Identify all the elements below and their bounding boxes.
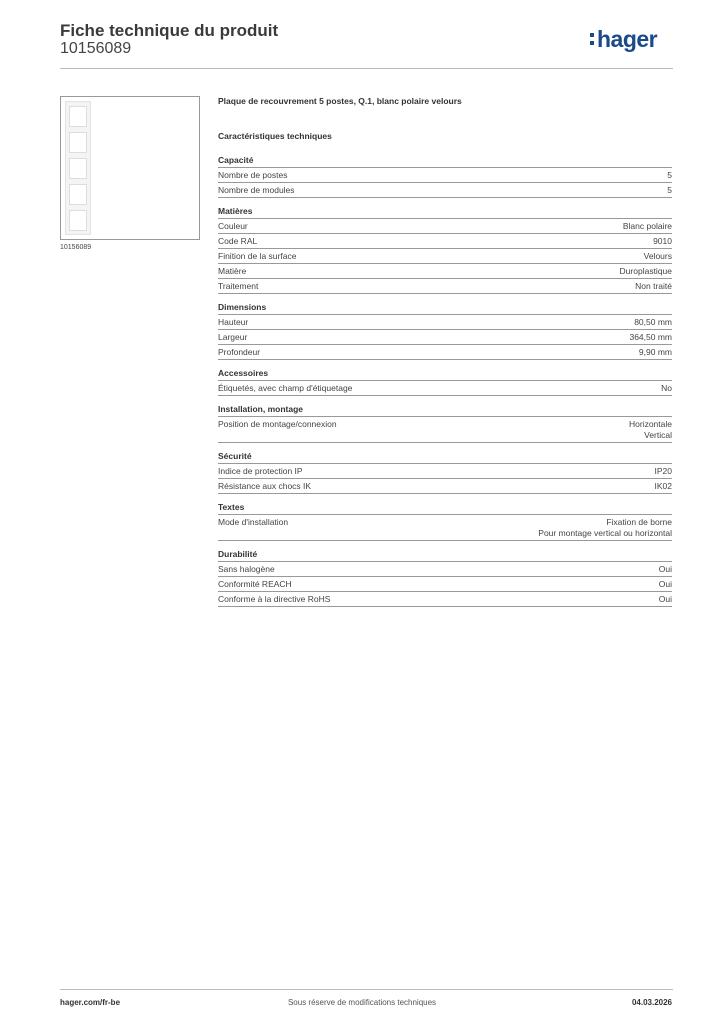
spec-label: Sans halogène xyxy=(218,564,275,574)
spec-label: Étiquetés, avec champ d'étiquetage xyxy=(218,383,353,393)
spec-value xyxy=(639,347,672,358)
image-caption: 10156089 xyxy=(60,244,92,251)
spec-label: Indice de protection IP xyxy=(218,466,303,476)
spec-value xyxy=(623,221,672,232)
spec-value-line: Blanc polaire xyxy=(622,221,672,231)
spec-group xyxy=(218,155,672,198)
spec-row xyxy=(218,577,672,592)
product-reference: 10156089 xyxy=(60,40,132,57)
spec-value-line: Velours xyxy=(643,251,672,261)
spec-value xyxy=(659,594,672,605)
spec-label: Couleur xyxy=(218,221,248,231)
spec-row xyxy=(218,464,672,479)
spec-row xyxy=(218,562,672,577)
spec-value xyxy=(644,251,672,262)
spec-value-line: 9,90 mm xyxy=(638,347,672,357)
specs-heading: Caractéristiques techniques xyxy=(218,131,332,141)
spec-row xyxy=(218,479,672,494)
spec-label: Position de montage/connexion xyxy=(218,419,337,429)
spec-value-line: No xyxy=(661,383,672,393)
spec-label: Nombre de postes xyxy=(218,170,288,180)
spec-group-title: Capacité xyxy=(218,155,672,168)
spec-value xyxy=(661,383,672,394)
footer-note: Sous réserve de modifications techniques xyxy=(287,998,437,1007)
spec-value-line: Non traité xyxy=(635,281,672,291)
spec-group xyxy=(218,451,672,494)
spec-group xyxy=(218,302,672,360)
spec-row xyxy=(218,234,672,249)
spec-value xyxy=(629,419,672,441)
spec-value-line: IP20 xyxy=(654,466,672,476)
spec-value-line: 5 xyxy=(667,170,672,180)
spec-value xyxy=(667,170,672,181)
spec-row xyxy=(218,315,672,330)
spec-group xyxy=(218,502,672,541)
spec-row xyxy=(218,279,672,294)
spec-group-title: Installation, montage xyxy=(218,404,672,417)
spec-row xyxy=(218,330,672,345)
spec-label: Conforme à la directive RoHS xyxy=(218,594,331,604)
spec-value-line: Oui xyxy=(658,564,672,574)
specs-table xyxy=(218,155,672,615)
spec-value xyxy=(655,466,673,477)
spec-label: Matière xyxy=(218,266,247,276)
product-title: Plaque de recouvrement 5 postes, Q.1, blanc polaire velours xyxy=(218,96,462,106)
spec-row xyxy=(218,345,672,360)
spec-label: Profondeur xyxy=(218,347,261,357)
spec-row xyxy=(218,515,672,541)
spec-value-line: Duroplastique xyxy=(619,266,672,276)
spec-label: Conformité REACH xyxy=(218,579,292,589)
spec-value xyxy=(538,517,672,539)
spec-value-line: 364,50 mm xyxy=(629,332,672,342)
spec-row xyxy=(218,417,672,443)
spec-value-line: 9010 xyxy=(653,236,672,246)
spec-label: Code RAL xyxy=(218,236,258,246)
spec-row xyxy=(218,264,672,279)
spec-label: Largeur xyxy=(218,332,248,342)
spec-label: Hauteur xyxy=(218,317,249,327)
spec-value xyxy=(659,579,672,590)
spec-label: Mode d'installation xyxy=(218,517,289,527)
spec-value xyxy=(629,332,672,343)
spec-row xyxy=(218,381,672,396)
spec-row xyxy=(218,219,672,234)
footer-date: 04.03.2026 xyxy=(631,998,672,1007)
spec-value xyxy=(620,266,672,277)
spec-value-line: 80,50 mm xyxy=(634,317,672,327)
spec-label: Nombre de modules xyxy=(218,185,295,195)
spec-value-line: Oui xyxy=(658,579,672,589)
spec-group xyxy=(218,206,672,294)
spec-value-line: Fixation de borne xyxy=(606,517,672,527)
spec-value xyxy=(667,185,672,196)
spec-label: Résistance aux chocs IK xyxy=(218,481,312,491)
footer-website-link[interactable]: hager.com/fr-be xyxy=(60,998,121,1007)
spec-group-title: Accessoires xyxy=(218,368,672,381)
page-title: Fiche technique du produit xyxy=(60,21,279,40)
footer-divider xyxy=(60,989,673,990)
product-image xyxy=(60,96,200,240)
spec-row xyxy=(218,249,672,264)
spec-group xyxy=(218,368,672,396)
spec-value xyxy=(635,281,672,292)
spec-value-line: Horizontale xyxy=(629,419,672,429)
spec-group xyxy=(218,404,672,443)
spec-value-line: IK02 xyxy=(654,481,672,491)
spec-value xyxy=(659,564,672,575)
spec-value xyxy=(653,236,672,247)
spec-group-title: Dimensions xyxy=(218,302,672,315)
spec-row xyxy=(218,592,672,607)
spec-value xyxy=(655,481,673,492)
spec-value-line: Pour montage vertical ou horizontal xyxy=(538,528,672,538)
spec-group-title: Matières xyxy=(218,206,672,219)
spec-value-line: Oui xyxy=(658,594,672,604)
spec-value-line: Vertical xyxy=(644,430,672,440)
logo-colon-mark xyxy=(590,33,595,49)
spec-row xyxy=(218,183,672,198)
logo-wordmark: hager xyxy=(597,26,658,52)
spec-value-line: 5 xyxy=(667,185,672,195)
spec-value xyxy=(634,317,672,328)
spec-group-title: Sécurité xyxy=(218,451,672,464)
spec-row xyxy=(218,168,672,183)
cover-plate-illustration xyxy=(65,101,91,235)
spec-group xyxy=(218,549,672,607)
spec-group-title: Durabilité xyxy=(218,549,672,562)
spec-group-title: Textes xyxy=(218,502,672,515)
header-divider xyxy=(60,68,673,69)
spec-label: Finition de la surface xyxy=(218,251,297,261)
spec-label: Traitement xyxy=(218,281,259,291)
